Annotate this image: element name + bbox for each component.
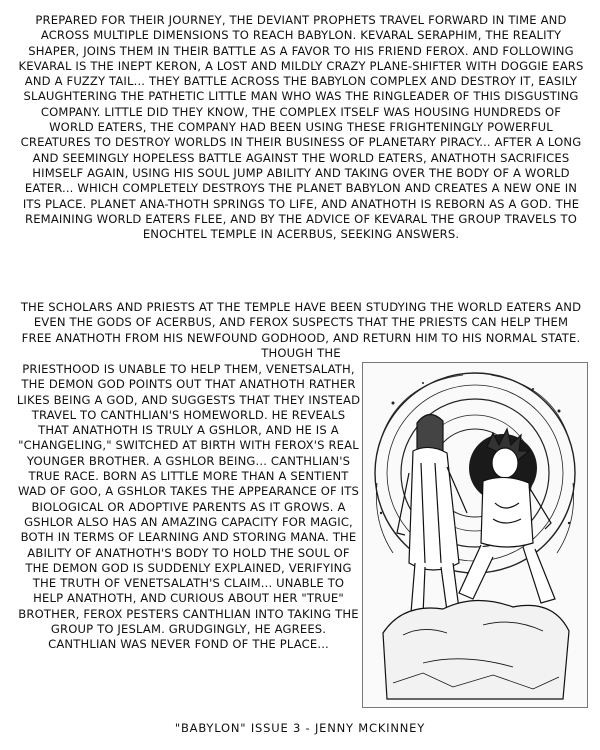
character-illustration — [362, 362, 588, 708]
story-paragraph-1: PREPARED FOR THEIR JOURNEY, THE DEVIANT PROPHETS TRAVEL FORWARD IN TIME AND ACROSS MULTIPLE DIMENSIONS TO REACH BABYLON. KEVARAL SERAPHIM, THE REALITY SHAPER, JOINS THEM IN THEIR BATTLE AS A FAVOR TO HIS FRIEND FEROX. AND FOLLOWING KEVARAL IS THE INEPT KERON, A LOST AND MILDLY CRAZY PLANE-SHIFTER WITH DOGGIE EARS AND A FUZZY TAIL... THEY BATTLE ACROSS THE BABYLON COMPLEX AND DESTROY IT, EASILY SLAUGHTERING THE PATHETIC LITTLE MAN WHO WAS THE RINGLEADER OF THIS DISGUSTING COMPANY. LITTLE DID THEY KNOW, THE COMPLEX ITSELF WAS HOUSING HUNDREDS OF WORLD EATERS, THE COMPANY HAD BEEN USING THESE FRIGHTENINGLY POWERFUL CREATURES TO DESTROY WORLDS IN THEIR BUSINESS OF PLANETARY PIRACY... AFTER A LONG AND SEEMINGLY HOPELESS BATTLE AGAINST THE WORLD EATERS, ANATHOTH SACRIFICES HIMSELF AGAIN, USING HIS SOUL JUMP ABILITY AND TAKING OVER THE BODY OF A WORLD EATER... WHICH COMPLETELY DESTROYS THE PLANET BABYLON AND CREATES A NEW ONE IN ITS PLACE. PLANET ANA-THOTH SPRINGS TO LIFE, AND ANATHOTH IS REBORN AS A GOD. THE REMAINING WORLD EATERS FLEE, AND BY THE ADVICE OF KEVARAL THE GROUP TRAVELS TO ENOCHTEL TEMPLE IN ACERBUS, SEEKING ANSWERS. — [18, 13, 584, 242]
rock-pedestal — [383, 600, 569, 699]
illustration-drawing — [363, 363, 587, 707]
footer-credit: "BABYLON" ISSUE 3 - JENNY MCKINNEY — [174, 721, 426, 735]
story-paragraph-2: THE SCHOLARS AND PRIESTS AT THE TEMPLE HAVE BEEN STUDYING THE WORLD EATERS AND EVEN THE GODS OF ACERBUS, AND FEROX SUSPECTS THAT THE PRIESTS CAN HELP THEM FREE ANATHOTH FROM HIS NEWFOUND GODHOOD, AND RETURN HIM TO HIS NORMAL STATE. THOUGH THE — [20, 300, 582, 360]
robed-figure — [397, 414, 467, 615]
story-paragraph-3: PRIESTHOOD IS UNABLE TO HELP THEM, VENETSALATH, THE DEMON GOD POINTS OUT THAT ANATHOTH RATHER LIKES BEING A GOD, AND SUGGESTS THAT THEY INSTEAD TRAVEL TO CANTHLIAN'S HOMEWORLD. HE REVEALS THAT ANATHOTH IS TRULY A GSHLOR, AND HE IS A "CHANGELING," SWITCHED AT BIRTH WITH FEROX'S REAL YOUNGER BROTHER. A GSHLOR BEING... CANTHLIAN'S TRUE RACE. BORN AS LITTLE MORE THAN A SENTIENT WAD OF GOO, A GSHLOR TAKES THE APPEARANCE OF ITS BIOLOGICAL OR ADOPTIVE PARENTS AS IT GROWS. A GSHLOR ALSO HAS AN AMAZING CAPACITY FOR MAGIC, BOTH IN TERMS OF LEARNING AND STORING MANA. THE ABILITY OF ANATHOTH'S BODY TO HOLD THE SOUL OF THE DEMON GOD IS SUDDENLY EXPLAINED, VERIFYING THE TRUTH OF VENETSALATH'S CLAIM... UNABLE TO HELP ANATHOTH, AND CURIOUS ABOUT HER "TRUE" BROTHER, FEROX PESTERS CANTHLIAN INTO TAKING THE GROUP TO JESLAM. GRUDGINGLY, HE AGREES. CANTHLIAN WAS NEVER FOND OF THE PLACE... — [16, 362, 361, 652]
